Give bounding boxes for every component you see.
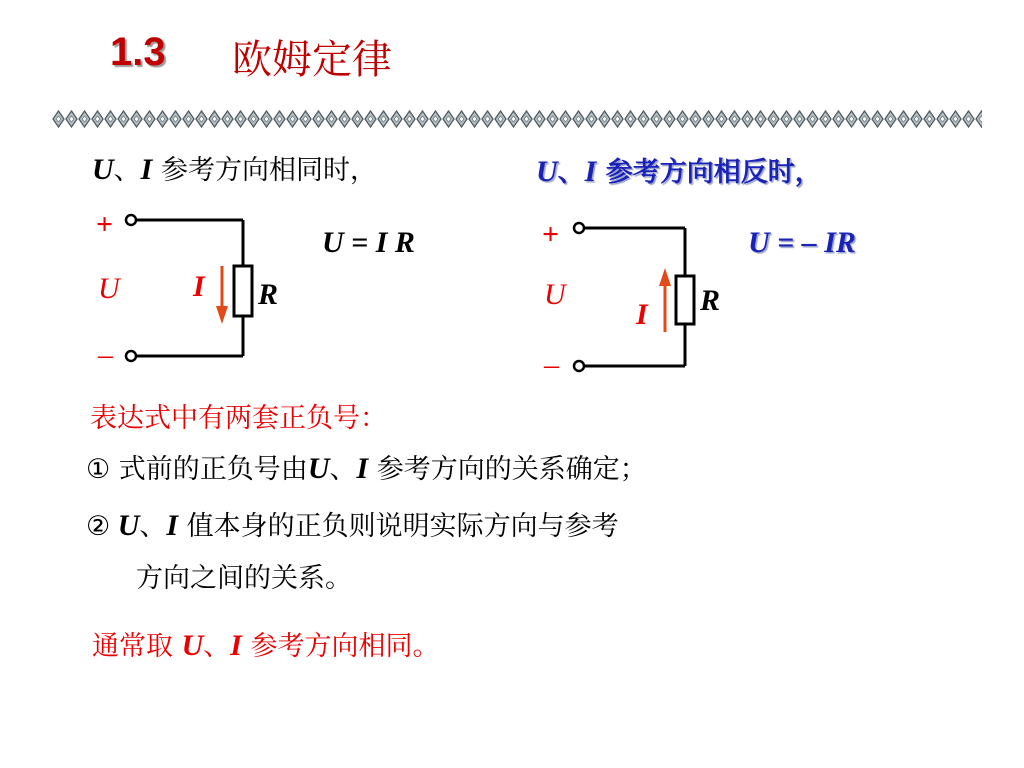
left-resistor-label: R: [258, 278, 279, 311]
note-item-1-var-u: U: [307, 452, 330, 485]
conclusion-sep: 、: [203, 631, 231, 662]
left-case-heading: [92, 148, 377, 187]
notes-heading: 表达式中有两套正负号：: [90, 403, 387, 434]
note-item-1: [86, 447, 647, 486]
conclusion-text-b: 参考方向相同。: [241, 631, 440, 662]
left-minus-label: –: [98, 338, 113, 371]
conclusion-text: [92, 624, 440, 663]
note-item-1-text-a: 式前的正负号由: [110, 454, 308, 485]
left-current-label: I: [193, 270, 205, 303]
note-item-2-marker: ②: [86, 511, 111, 542]
page-title: 欧姆定律: [232, 37, 392, 83]
conclusion-text-a: 通常取: [92, 631, 182, 662]
right-plus-label: +: [542, 218, 560, 251]
right-case-heading: [536, 150, 822, 189]
right-bottom-terminal: [574, 361, 584, 371]
note-item-2-continuation: 方向之间的关系。: [136, 563, 352, 594]
note-item-2-var-i: I: [166, 509, 179, 542]
left-current-arrow-icon: [216, 266, 228, 324]
note-item-1-text-b: 参考方向的关系确定；: [368, 454, 647, 485]
right-equation: U = – IR: [748, 226, 856, 259]
conclusion-var-u: U: [181, 629, 204, 662]
right-heading-text: 参考方向相反时，: [596, 157, 822, 188]
note-item-1-marker: ①: [86, 454, 111, 485]
right-current-arrow-icon: [659, 268, 671, 332]
note-item-1-sep: 、: [329, 454, 357, 485]
right-heading-var-i: I: [584, 155, 597, 188]
section-number: 1.3: [110, 30, 166, 74]
right-resistor: [676, 276, 694, 324]
note-item-1-var-i: I: [356, 452, 369, 485]
conclusion-var-i: I: [230, 629, 242, 662]
right-resistor-label: R: [700, 284, 721, 317]
note-item-2-var-u: U: [110, 509, 140, 542]
right-minus-label: –: [544, 348, 559, 381]
note-item-2-sep: 、: [139, 511, 167, 542]
right-voltage-label: U: [544, 278, 566, 311]
left-equation: U = I R: [322, 226, 415, 259]
left-heading-var-i: I: [140, 153, 153, 186]
right-top-terminal: [574, 223, 584, 233]
right-heading-var-u: U: [536, 155, 558, 188]
left-heading-text: 参考方向相同时，: [152, 155, 377, 186]
right-circuit-diagram: [544, 220, 714, 380]
decorative-chain-divider: [52, 108, 982, 130]
left-resistor: [234, 266, 252, 316]
left-top-terminal: [126, 215, 136, 225]
note-item-2: [86, 504, 619, 543]
note-item-2-text-a: 值本身的正负则说明实际方向与参考: [178, 511, 619, 542]
left-voltage-label: U: [98, 272, 120, 305]
right-current-label: I: [636, 298, 648, 331]
left-plus-label: +: [96, 208, 114, 241]
left-bottom-terminal: [126, 351, 136, 361]
left-heading-var-u: U: [92, 153, 114, 186]
left-circuit-diagram: [100, 212, 270, 372]
left-heading-separator: 、: [113, 155, 141, 186]
right-heading-separator: 、: [557, 157, 585, 188]
